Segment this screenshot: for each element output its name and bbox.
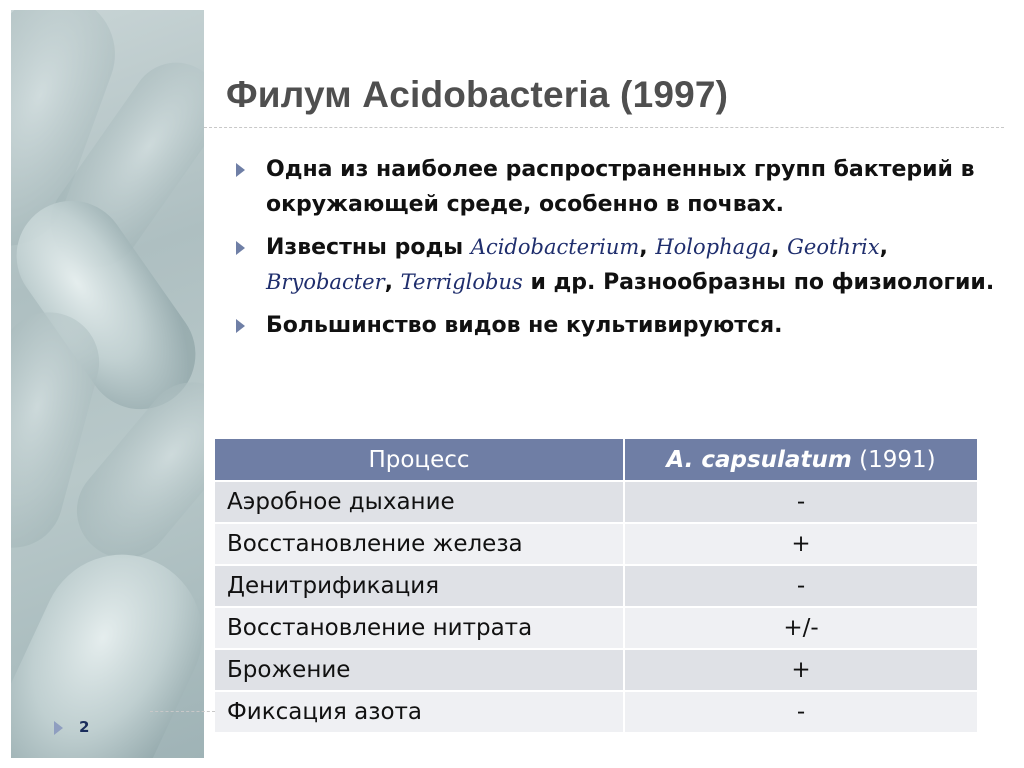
process-cell: Восстановление железа (214, 523, 624, 565)
process-cell: Аэробное дыхание (214, 481, 624, 523)
triangle-right-icon (236, 163, 245, 177)
value-cell: + (624, 649, 978, 691)
genus-separator: , (639, 235, 656, 260)
bullet-item (236, 152, 996, 222)
slide-number: 2 (79, 718, 90, 736)
header-species (624, 438, 978, 481)
genus-separator: , (384, 270, 401, 295)
process-table (213, 437, 979, 734)
genus-name: Geothrix (787, 235, 880, 259)
table-row (214, 565, 978, 607)
value-cell: + (624, 523, 978, 565)
genus-name: Terriglobus (400, 270, 523, 294)
value-cell: +/- (624, 607, 978, 649)
bullet-text: Большинство видов не культивируются. (266, 313, 783, 338)
genus-name: Holophaga (655, 235, 772, 259)
value-cell: - (624, 481, 978, 523)
genus-separator: , (879, 235, 888, 260)
bullet-item (236, 230, 996, 300)
genus-name: Bryobacter (266, 270, 385, 294)
process-cell: Восстановление нитрата (214, 607, 624, 649)
bullet-list (236, 152, 996, 351)
species-name: A. capsulatum (666, 446, 852, 473)
species-year: (1991) (859, 446, 936, 473)
triangle-right-icon (236, 319, 245, 333)
genus-name: Acidobacterium (470, 235, 640, 259)
title-divider (204, 127, 1004, 128)
table-row (214, 691, 978, 733)
footer-divider (150, 711, 215, 712)
process-cell: Фиксация азота (214, 691, 624, 733)
genus-separator: , (771, 235, 788, 260)
bullet-text: Одна из наиболее распространенных групп бактерий в окружающей среде, особенно в почвах. (266, 157, 975, 217)
table-row (214, 523, 978, 565)
table-row (214, 649, 978, 691)
value-cell: - (624, 565, 978, 607)
bacteria-background-image (11, 10, 204, 758)
process-cell: Денитрификация (214, 565, 624, 607)
table-header-row (214, 438, 978, 481)
triangle-right-icon (54, 721, 63, 735)
bullet-item (236, 308, 996, 343)
value-cell: - (624, 691, 978, 733)
bullet-prefix: Известны роды (266, 235, 471, 260)
slide-title: Филум Acidobacteria (1997) (226, 74, 729, 115)
triangle-right-icon (236, 241, 245, 255)
bullet-suffix: и др. Разнообразны по физиологии. (522, 270, 995, 295)
process-cell: Брожение (214, 649, 624, 691)
table-row (214, 481, 978, 523)
header-process: Процесс (214, 438, 624, 481)
table-row (214, 607, 978, 649)
slide-number-area (54, 716, 124, 742)
